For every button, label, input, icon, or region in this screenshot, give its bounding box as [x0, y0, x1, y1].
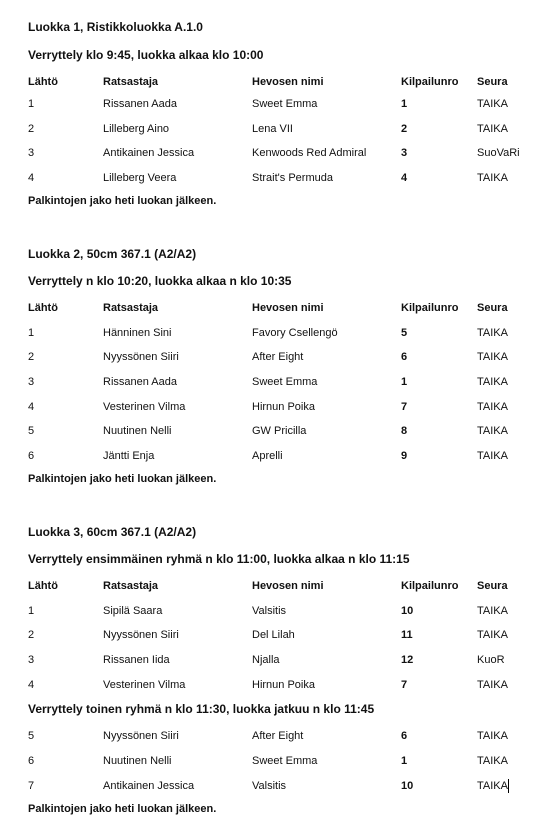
- table-row: [0, 446, 545, 466]
- club-cell: TAIKA: [477, 327, 508, 339]
- start-cell: 6: [28, 450, 35, 462]
- rider-cell: Lilleberg Veera: [103, 172, 177, 184]
- horse-cell: After Eight: [252, 730, 304, 742]
- number-cell: 1: [401, 755, 408, 767]
- col-club-header: Seura: [477, 76, 508, 88]
- club-cell: TAIKA: [477, 629, 508, 641]
- start-cell: 1: [28, 605, 35, 617]
- class-3-table-header: [0, 576, 545, 596]
- table-row: [0, 421, 545, 441]
- number-cell: 1: [401, 376, 408, 388]
- col-horse-header: Hevosen nimi: [252, 302, 324, 314]
- number-cell: 8: [401, 425, 408, 437]
- number-cell: 5: [401, 327, 408, 339]
- start-cell: 4: [28, 679, 35, 691]
- rider-cell: Rissanen Iida: [103, 654, 170, 666]
- rider-cell: Jäntti Enja: [103, 450, 155, 462]
- club-cell: TAIKA: [477, 98, 508, 110]
- club-cell: TAIKA: [477, 679, 508, 691]
- number-cell: 1: [401, 98, 408, 110]
- number-cell: 4: [401, 172, 408, 184]
- rider-cell: Nyyssönen Siiri: [103, 730, 179, 742]
- horse-cell: Favory Csellengö: [252, 327, 338, 339]
- class-3-warmup-second-group: Verryttely toinen ryhmä n klo 11:30, luokka jatkuu n klo 11:45: [28, 702, 375, 716]
- club-cell: TAIKA: [477, 123, 508, 135]
- rider-cell: Vesterinen Vilma: [103, 679, 186, 691]
- rider-cell: Rissanen Aada: [103, 98, 177, 110]
- start-cell: 4: [28, 401, 35, 413]
- horse-cell: Lena VII: [252, 123, 293, 135]
- horse-cell: Sweet Emma: [252, 376, 318, 388]
- club-cell: TAIKA: [477, 351, 508, 363]
- club-cell: TAIKA: [477, 780, 508, 792]
- rider-cell: Nyyssönen Siiri: [103, 629, 179, 641]
- number-cell: 11: [401, 629, 413, 641]
- col-number-header: Kilpailunro: [401, 580, 459, 592]
- col-rider-header: Ratsastaja: [103, 76, 159, 88]
- number-cell: 3: [401, 147, 408, 159]
- club-cell: SuoVaRi: [477, 147, 520, 159]
- col-club-header: Seura: [477, 580, 508, 592]
- class-2-warmup: Verryttely n klo 10:20, luokka alkaa n klo 10:35: [28, 274, 292, 288]
- table-row: [0, 397, 545, 417]
- horse-cell: Del Lilah: [252, 629, 295, 641]
- table-row: [0, 675, 545, 695]
- horse-cell: After Eight: [252, 351, 304, 363]
- col-start-header: Lähtö: [28, 580, 58, 592]
- number-cell: 12: [401, 654, 414, 666]
- start-cell: 5: [28, 425, 35, 437]
- start-cell: 3: [28, 376, 35, 388]
- horse-cell: Valsitis: [252, 780, 287, 792]
- rider-cell: Nyyssönen Siiri: [103, 351, 179, 363]
- start-cell: 2: [28, 351, 35, 363]
- col-rider-header: Ratsastaja: [103, 302, 159, 314]
- start-cell: 3: [28, 147, 35, 159]
- table-row: [0, 726, 545, 746]
- number-cell: 7: [401, 401, 408, 413]
- start-cell: 4: [28, 172, 35, 184]
- class-3-note: Palkintojen jako heti luokan jälkeen.: [28, 803, 217, 815]
- table-row: [0, 347, 545, 367]
- horse-cell: Aprelli: [252, 450, 283, 462]
- class-1-warmup: Verryttely klo 9:45, luokka alkaa klo 10:00: [28, 48, 264, 62]
- horse-cell: GW Pricilla: [252, 425, 307, 437]
- class-1-title: Luokka 1, Ristikkoluokka A.1.0: [28, 20, 203, 34]
- col-number-header: Kilpailunro: [401, 76, 459, 88]
- horse-cell: Hirnun Poika: [252, 679, 315, 691]
- rider-cell: Nuutinen Nelli: [103, 425, 172, 437]
- table-row: [0, 776, 545, 796]
- horse-cell: Njalla: [252, 654, 280, 666]
- club-cell: TAIKA: [477, 401, 508, 413]
- start-cell: 6: [28, 755, 35, 767]
- number-cell: 7: [401, 679, 408, 691]
- class-2-note: Palkintojen jako heti luokan jälkeen.: [28, 473, 217, 485]
- class-1-note: Palkintojen jako heti luokan jälkeen.: [28, 195, 217, 207]
- number-cell: 10: [401, 780, 414, 792]
- start-cell: 7: [28, 780, 35, 792]
- table-row: [0, 372, 545, 392]
- number-cell: 6: [401, 730, 408, 742]
- class-1-table-header: [0, 72, 545, 92]
- club-cell: TAIKA: [477, 450, 508, 462]
- club-cell: TAIKA: [477, 605, 508, 617]
- table-row: [0, 94, 545, 114]
- table-row: [0, 625, 545, 645]
- number-cell: 2: [401, 123, 408, 135]
- col-horse-header: Hevosen nimi: [252, 580, 324, 592]
- table-row: [0, 601, 545, 621]
- col-start-header: Lähtö: [28, 76, 58, 88]
- table-row: [0, 168, 545, 188]
- col-rider-header: Ratsastaja: [103, 580, 159, 592]
- class-2-table-header: [0, 298, 545, 318]
- col-number-header: Kilpailunro: [401, 302, 459, 314]
- club-cell: TAIKA: [477, 172, 508, 184]
- rider-cell: Rissanen Aada: [103, 376, 177, 388]
- class-2-title: Luokka 2, 50cm 367.1 (A2/A2): [28, 247, 197, 261]
- number-cell: 10: [401, 605, 414, 617]
- club-cell: TAIKA: [477, 425, 508, 437]
- table-row: [0, 323, 545, 343]
- club-cell: KuoR: [477, 654, 505, 666]
- horse-cell: Valsitis: [252, 605, 287, 617]
- start-cell: 1: [28, 327, 35, 339]
- table-row: [0, 650, 545, 670]
- start-cell: 5: [28, 730, 35, 742]
- club-cell: TAIKA: [477, 755, 508, 767]
- rider-cell: Lilleberg Aino: [103, 123, 170, 135]
- col-club-header: Seura: [477, 302, 508, 314]
- horse-cell: Sweet Emma: [252, 98, 318, 110]
- horse-cell: Sweet Emma: [252, 755, 318, 767]
- start-cell: 1: [28, 98, 35, 110]
- col-horse-header: Hevosen nimi: [252, 76, 324, 88]
- club-cell: TAIKA: [477, 376, 508, 388]
- class-3-warmup: Verryttely ensimmäinen ryhmä n klo 11:00, luokka alkaa n klo 11:15: [28, 552, 410, 566]
- rider-cell: Antikainen Jessica: [103, 780, 195, 792]
- col-start-header: Lähtö: [28, 302, 58, 314]
- horse-cell: Kenwoods Red Admiral: [252, 147, 367, 159]
- club-cell: TAIKA: [477, 730, 508, 742]
- number-cell: 9: [401, 450, 408, 462]
- horse-cell: Strait's Permuda: [252, 172, 333, 184]
- table-row: [0, 143, 545, 163]
- number-cell: 6: [401, 351, 408, 363]
- rider-cell: Vesterinen Vilma: [103, 401, 186, 413]
- table-row: [0, 751, 545, 771]
- table-row: [0, 119, 545, 139]
- horse-cell: Hirnun Poika: [252, 401, 315, 413]
- class-3-title: Luokka 3, 60cm 367.1 (A2/A2): [28, 525, 197, 539]
- rider-cell: Nuutinen Nelli: [103, 755, 172, 767]
- start-cell: 3: [28, 654, 35, 666]
- rider-cell: Antikainen Jessica: [103, 147, 195, 159]
- rider-cell: Sipilä Saara: [103, 605, 163, 617]
- start-cell: 2: [28, 123, 35, 135]
- text-cursor: [508, 779, 509, 793]
- start-cell: 2: [28, 629, 35, 641]
- rider-cell: Hänninen Sini: [103, 327, 172, 339]
